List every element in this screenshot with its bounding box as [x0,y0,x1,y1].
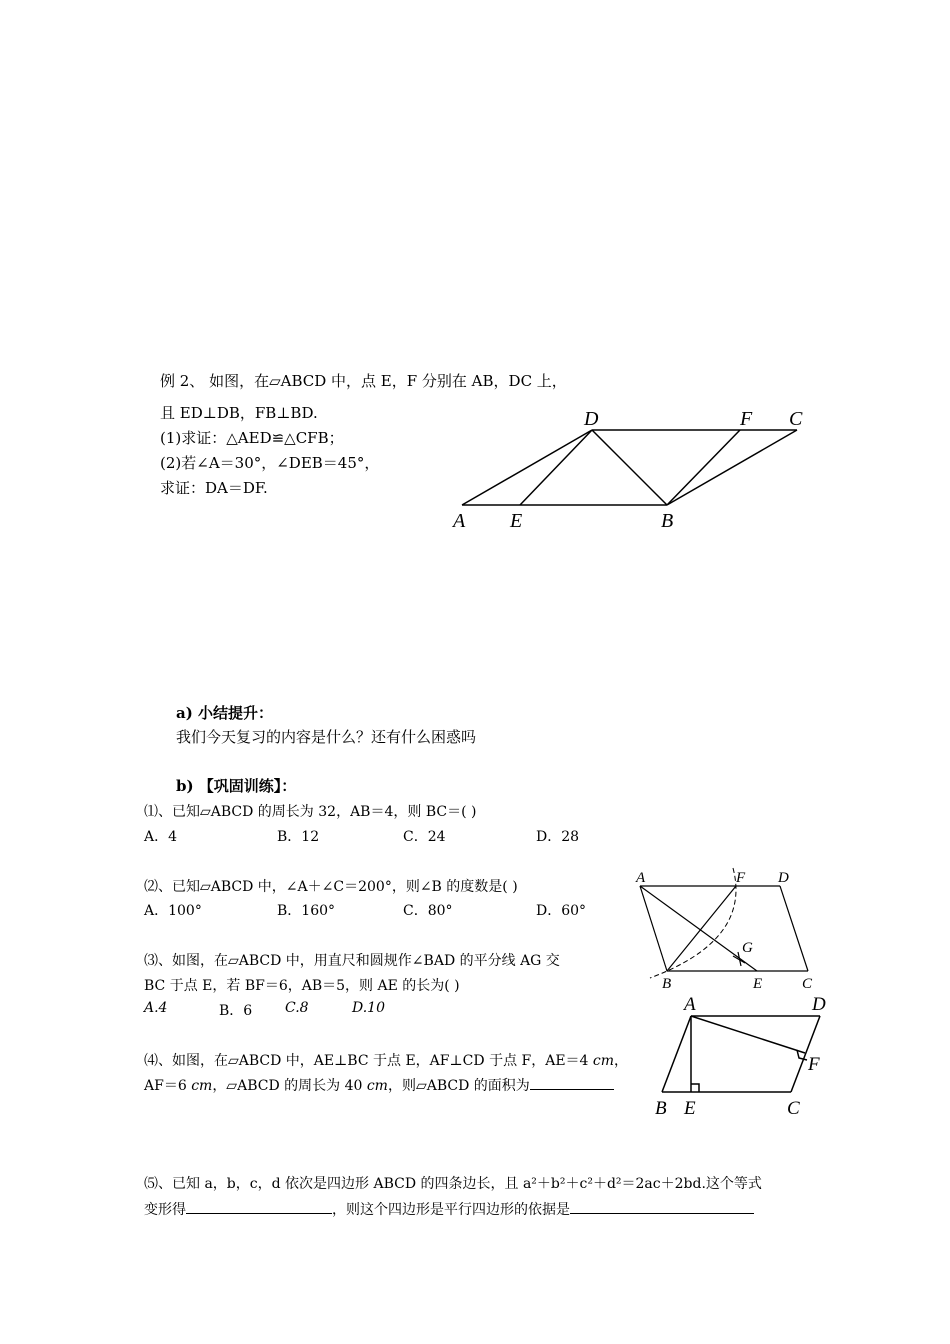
q3-option-a: A.4 [144,1000,168,1016]
q1-option-d: D．28 [536,829,580,845]
q1-option-b: B．12 [277,829,320,845]
q4-line2-text-a: AF＝6 [144,1078,192,1094]
segment-ad [462,430,592,505]
q4-answer-blank[interactable] [530,1075,614,1090]
q5-answer-blank-2[interactable] [570,1199,754,1214]
q3-option-d: D.10 [352,1000,385,1016]
q5-answer-blank-1[interactable] [186,1199,332,1214]
label-f: F [740,408,753,430]
q3-option-c: C.8 [285,1000,309,1016]
q3-segment-dc [780,886,808,971]
segment-db [592,430,667,505]
q3-line2: BC 于点 E，若 BF＝6，AB＝5，则 AE 的长为( ) [144,978,460,994]
q3-option-b: B．6 [219,1003,253,1019]
label-b: B [661,510,674,532]
q5-line1: ⑸、已知 a，b，c，d 依次是四边形 ABCD 的四条边长，且 a²＋b²＋c²＋d²＝2ac＋2bd.这个等式 [144,1176,762,1192]
q3-arc-mark-1 [733,956,745,963]
q3-label-b: B [662,976,672,992]
summary-question: 我们今天复习的内容是什么？还有什么困惑吗 [176,728,477,746]
q5-line2 [144,1199,754,1219]
q4-label-c: C [787,1098,800,1119]
q4-height-af [691,1016,805,1053]
q4-label-a: A [684,994,696,1015]
q2-option-b: B．160° [277,903,336,919]
q4-line2 [144,1075,614,1095]
q3-line1: ⑶、如图，在▱ABCD 中，用直尺和圆规作∠BAD 的平分线 AG 交 [144,953,560,969]
segment-bf [667,430,740,505]
example2-part2: (2)若∠A＝30°，∠DEB＝45°， [160,454,380,472]
label-a: A [453,510,466,532]
q2-text: ⑵、已知▱ABCD 中，∠A＋∠C＝200°，则∠B 的度数是( ) [144,879,518,895]
q4-segment-ab [662,1016,691,1092]
example2-part1: (1)求证：△AED≌△CFB； [160,429,344,447]
summary-heading: a) 小结提升： [176,704,274,722]
label-d: D [584,408,599,430]
q2-option-a: A．100° [144,903,202,919]
q3-label-e: E [753,976,763,992]
q4-unit-cm-1: cm [191,1078,213,1094]
q2-option-c: C．80° [403,903,453,919]
q4-label-e: E [684,1098,696,1119]
example2-part2-prove: 求证：DA＝DF. [160,479,268,497]
q3-segment-bf [667,886,736,971]
q3-label-c: C [802,976,813,992]
q3-bisector-ae [640,886,757,971]
q5-line2-text-a: 变形得 [144,1202,186,1218]
q3-label-d: D [778,870,789,886]
q3-label-a: A [636,870,646,886]
q3-label-f: F [736,870,746,886]
q4-unit-cm-2: cm [366,1078,388,1094]
q4-segment-cd [791,1016,820,1092]
q1-text: ⑴、已知▱ABCD 的周长为 32，AB＝4，则 BC＝( ) [144,804,477,820]
q4-label-b: B [655,1098,667,1119]
q1-option-a: A．4 [144,829,178,845]
q5-line2-text-b: ，则这个四边形是平行四边形的依据是 [332,1202,570,1218]
q4-label-d: D [812,994,826,1015]
label-e: E [510,510,523,532]
q4-line2-text-b: ，▱ABCD 的周长为 40 [212,1078,367,1094]
q1-option-c: C．24 [403,829,446,845]
q3-compass-arc [650,868,736,978]
q4-right-angle-e [691,1084,699,1092]
segment-ed [520,430,592,505]
q4-unit-cm: cm [592,1053,615,1069]
q2-option-d: D．60° [536,903,587,919]
segment-bc [667,430,797,505]
q3-segment-ab [640,886,667,971]
q3-label-g: G [742,940,753,956]
q3-arc-mark-2 [738,952,741,966]
example2-intro: 例 2、 如图，在▱ABCD 中，点 E，F 分别在 AB，DC 上， [160,372,567,390]
q4-line1 [144,1050,628,1070]
q4-label-f: F [808,1054,820,1075]
label-c: C [789,408,803,430]
q4-line1-end: ， [614,1053,629,1069]
example2-condition: 且 ED⊥DB，FB⊥BD. [160,404,318,422]
practice-heading: b) 【巩固训练】： [176,777,297,795]
q4-line1-text: ⑷、如图，在▱ABCD 中，AE⊥BC 于点 E，AF⊥CD 于点 F，AE＝4 [144,1053,593,1069]
q4-right-angle-f [797,1050,807,1060]
q4-line2-text-c: ，则▱ABCD 的面积为 [387,1078,530,1094]
